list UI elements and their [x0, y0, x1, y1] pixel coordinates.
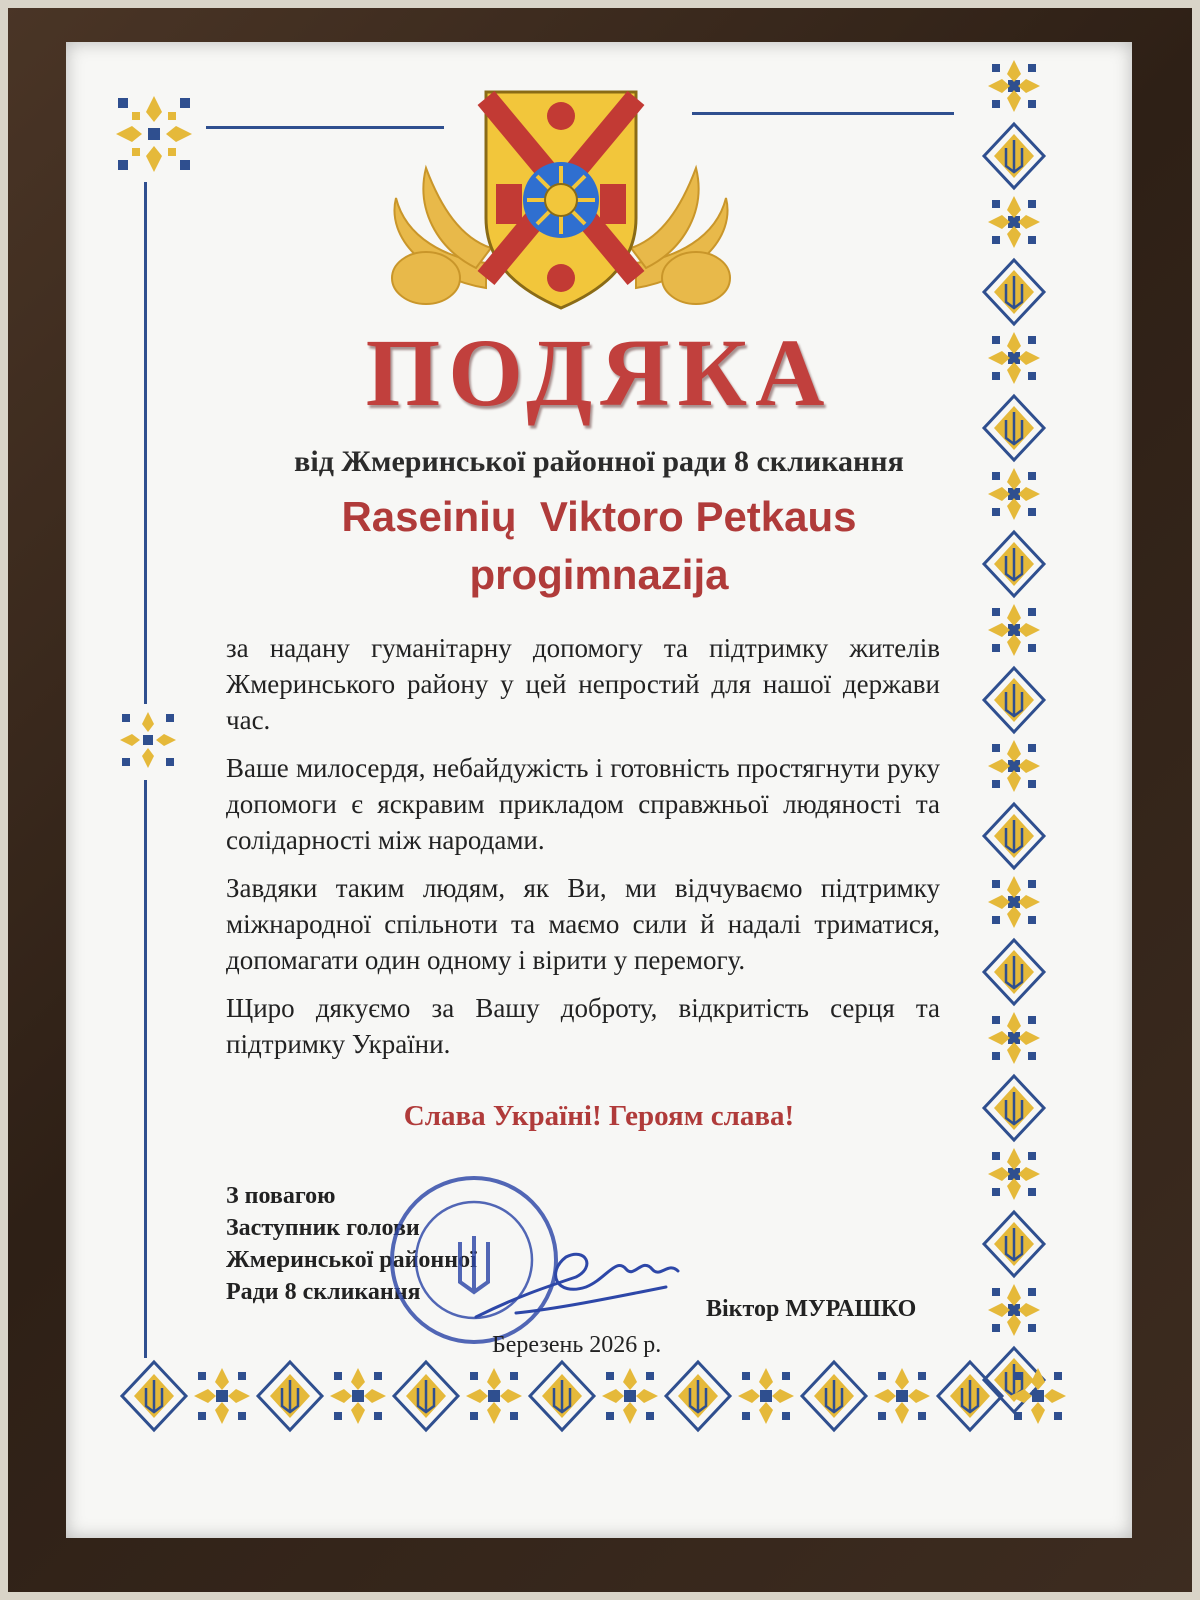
certificate-subtitle: від Жмеринської районної ради 8 скликання: [294, 445, 904, 478]
body-paragraph: Завдяки таким людям, як Ви, ми відчуваємо підтримку міжнародної спільноти та маємо сили й надалі триматися, допомагати один одному і вірити у перемогу.: [226, 873, 940, 975]
sign-line: З повагою: [226, 1183, 336, 1209]
sign-line: Жмеринської районної: [226, 1247, 477, 1273]
sign-line: Ради 8 скликання: [226, 1279, 421, 1305]
issue-date: Березень 2026 р.: [492, 1332, 662, 1358]
recipient-line-1: Raseinių Viktoro Petkaus: [341, 493, 857, 540]
slogan: Слава Україні! Героям слава!: [403, 1100, 795, 1132]
body-paragraph: Ваше милосердя, небайдужість і готовність простягнути руку допомоги є яскравим прикладом справжньої людяності та солідарності між народами.: [226, 753, 940, 855]
sign-line: Заступник голови: [226, 1215, 420, 1241]
recipient-line-2: progimnazija: [469, 551, 729, 598]
signer-name: Віктор МУРАШКО: [706, 1296, 917, 1322]
body-paragraph: Щиро дякуємо за Вашу доброту, відкритість серця та підтримку України.: [226, 993, 940, 1059]
certificate-title: ПОДЯКА: [365, 319, 833, 426]
body-paragraph: за надану гуманітарну допомогу та підтримку жителів Жмеринського району у цей непростий для нашої держави час.: [226, 633, 940, 735]
